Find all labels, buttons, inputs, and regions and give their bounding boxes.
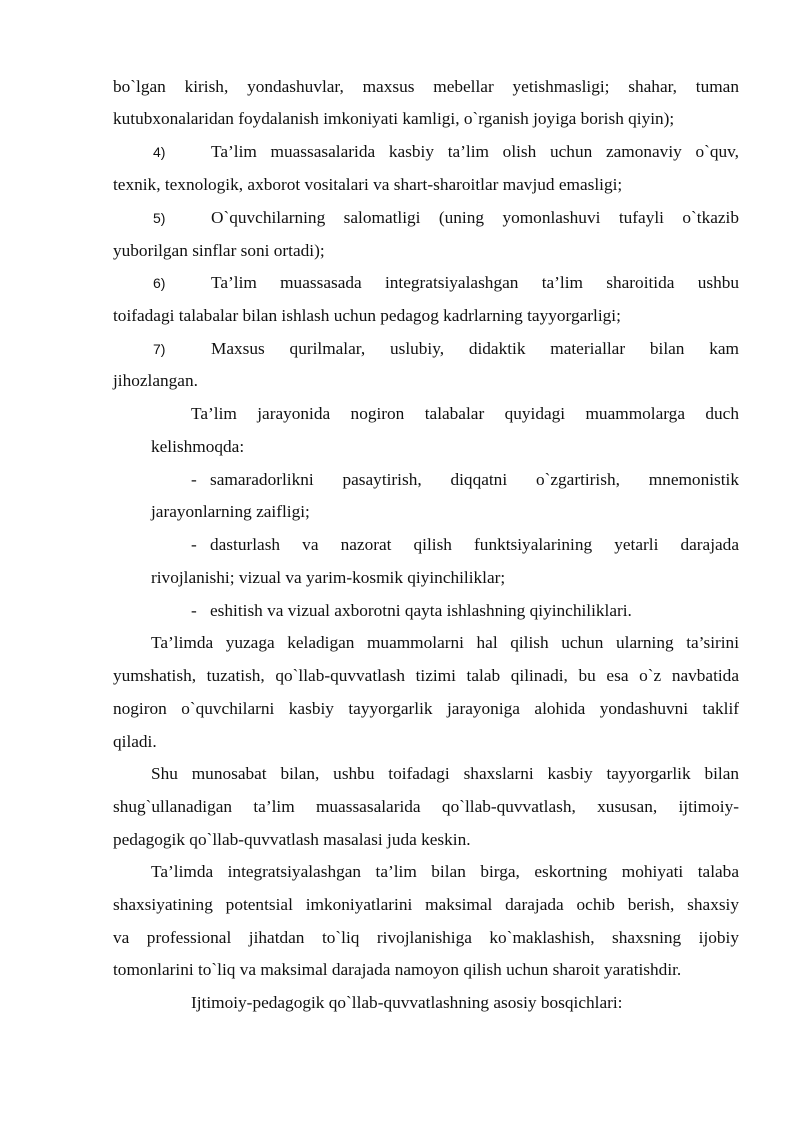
text-line: Ta’lim jarayonida nogiron talabalar quyidagi muammolarga duch	[191, 404, 739, 423]
section-heading: Ijtimoiy-pedagogik qo`llab-quvvatlashning asosiy bosqichlari:	[191, 993, 623, 1012]
list-item-text: yuborilgan sinflar soni ortadi);	[113, 241, 325, 260]
list-item-text: jihozlangan.	[113, 371, 198, 390]
paragraph-line: Shu munosabat bilan, ushbu toifadagi shaxslarni kasbiy tayyorgarlik bilan	[151, 764, 739, 783]
paragraph-line: shaxsiyatining potentsial imkoniyatlarini maksimal darajada ochib berish, shaxsiy	[113, 895, 739, 914]
list-item-text: Ta’lim muassasalarida kasbiy ta’lim olish uchun zamonaviy o`quv,	[211, 142, 739, 161]
bullet-dash: -	[191, 601, 197, 620]
bullet-dash: -	[191, 470, 197, 489]
list-number: 4)	[153, 144, 166, 160]
paragraph-line: shug`ullanadigan ta’lim muassasalarida qo`llab-quvvatlash, xususan, ijtimoiy-	[113, 797, 739, 816]
bullet-text: jarayonlarning zaifligi;	[151, 502, 310, 521]
bullet-text: samaradorlikni pasaytirish, diqqatni o`zgartirish, mnemonistik	[210, 470, 739, 489]
text-line: bo`lgan kirish, yondashuvlar, maxsus mebellar yetishmasligi; shahar, tuman	[113, 77, 739, 96]
paragraph-line: qiladi.	[113, 732, 157, 751]
paragraph-line: va professional jihatdan to`liq rivojlanishiga ko`maklashish, shaxsning ijobiy	[113, 928, 739, 947]
paragraph-line: Ta’limda integratsiyalashgan ta’lim bilan birga, eskortning mohiyati talaba	[151, 862, 739, 881]
list-item-text: O`quvchilarning salomatligi (uning yomonlashuvi tufayli o`tkazib	[211, 208, 739, 227]
paragraph-line: yumshatish, tuzatish, qo`llab-quvvatlash tizimi talab qilinadi, bu esa o`z navbatida	[113, 666, 739, 685]
bullet-text: rivojlanishi; vizual va yarim-kosmik qiyinchiliklar;	[151, 568, 506, 587]
paragraph-line: pedagogik qo`llab-quvvatlash masalasi juda keskin.	[113, 830, 471, 849]
paragraph-line: Ta’limda yuzaga keladigan muammolarni hal qilish uchun ularning ta’sirini	[151, 633, 739, 652]
text-line: kelishmoqda:	[151, 437, 245, 456]
list-item-text: Ta’lim muassasada integratsiyalashgan ta’lim sharoitida ushbu	[211, 273, 739, 292]
list-item-text: texnik, texnologik, axborot vositalari va shart-sharoitlar mavjud emasligi;	[113, 175, 623, 194]
list-number: 7)	[153, 341, 166, 357]
paragraph-line: tomonlarini to`liq va maksimal darajada namoyon qilish uchun sharoit yaratishdir.	[113, 960, 682, 979]
list-item-text: Maxsus qurilmalar, uslubiy, didaktik materiallar bilan kam	[211, 339, 739, 358]
list-item-text: toifadagi talabalar bilan ishlash uchun pedagog kadrlarning tayyorgarligi;	[113, 306, 621, 325]
list-number: 5)	[153, 210, 166, 226]
text-line: kutubxonalaridan foydalanish imkoniyati kamligi, o`rganish joyiga borish qiyin);	[113, 109, 675, 128]
list-number: 6)	[153, 275, 166, 291]
bullet-dash: -	[191, 535, 197, 554]
paragraph-line: nogiron o`quvchilarni kasbiy tayyorgarlik jarayoniga alohida yondashuvni taklif	[113, 699, 739, 718]
bullet-text: dasturlash va nazorat qilish funktsiyalarining yetarli darajada	[210, 535, 739, 554]
bullet-text: eshitish va vizual axborotni qayta ishlashning qiyinchiliklari.	[210, 601, 632, 620]
